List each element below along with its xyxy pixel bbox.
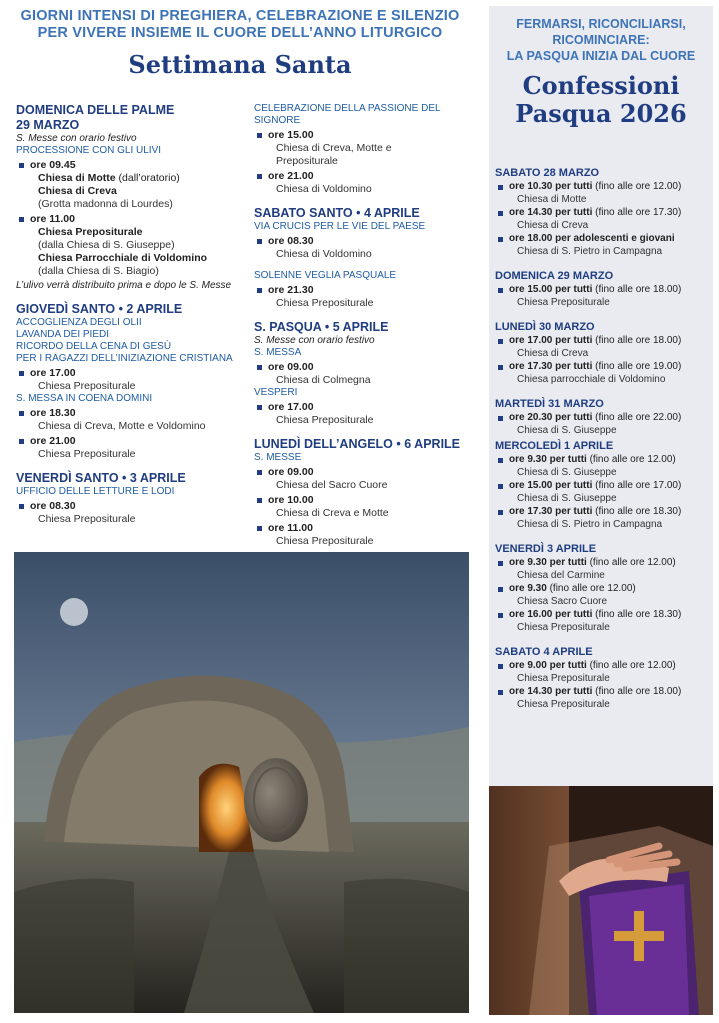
confession-until: (fino alle ore 18.30) bbox=[592, 609, 682, 620]
bullet-icon bbox=[498, 510, 503, 515]
time-item bbox=[254, 466, 474, 479]
bullet-icon bbox=[257, 133, 262, 138]
confession-location: Chiesa di Motte bbox=[517, 193, 587, 205]
bullet-icon bbox=[257, 405, 262, 410]
bullet-icon bbox=[257, 365, 262, 370]
section-label: S. MESSA IN COENA DOMINI bbox=[16, 393, 153, 404]
confession-time: ore 16.00 per tutti bbox=[509, 609, 593, 620]
confessioni-title-2: Pasqua 2026 bbox=[515, 99, 687, 128]
confession-day-heading: MERCOLEDÌ 1 APRILE bbox=[495, 440, 614, 452]
bullet-icon bbox=[257, 526, 262, 531]
confession-time: ore 15.00 per tutti bbox=[509, 284, 593, 295]
location: Chiesa Prepositurale bbox=[38, 448, 136, 460]
confession-image bbox=[489, 786, 713, 1015]
location: Prepositurale bbox=[276, 155, 338, 167]
section-label: CELEBRAZIONE DELLA PASSIONE DEL SIGNORE bbox=[254, 103, 441, 126]
bullet-icon bbox=[498, 339, 503, 344]
confession-day bbox=[495, 397, 709, 437]
day-heading: SABATO SANTO • 4 APRILE bbox=[254, 206, 420, 220]
tagline-3: LA PASQUA INIZIA DAL CUORE bbox=[506, 49, 696, 63]
time-item bbox=[254, 401, 474, 414]
confession-until: (fino alle ore 12.00) bbox=[586, 454, 676, 465]
bullet-icon bbox=[498, 484, 503, 489]
confession-time: ore 9.30 per tutti bbox=[509, 557, 587, 568]
day-heading: S. PASQUA • 5 APRILE bbox=[254, 320, 389, 334]
section-label: SOLENNE VEGLIA PASQUALE bbox=[254, 270, 397, 281]
confession-location: Chiesa di S. Giuseppe bbox=[517, 424, 617, 436]
bullet-icon bbox=[498, 690, 503, 695]
location: Chiesa Prepositurale bbox=[276, 297, 374, 309]
confession-until: (fino alle ore 18.00) bbox=[592, 335, 682, 346]
confession-day-heading: MARTEDÌ 31 MARZO bbox=[495, 398, 604, 410]
section-label: VESPERI bbox=[254, 387, 298, 398]
confessioni-list bbox=[495, 166, 709, 722]
confession-location: Chiesa Prepositurale bbox=[517, 672, 610, 684]
confession-time: ore 10.30 per tutti bbox=[509, 181, 593, 192]
time: ore 17.00 bbox=[268, 401, 314, 413]
location: Chiesa Prepositurale bbox=[38, 226, 143, 238]
time: ore 21.00 bbox=[268, 170, 314, 182]
bullet-icon bbox=[498, 664, 503, 669]
day-heading: DOMENICA DELLE PALME bbox=[16, 103, 175, 117]
day-date: 29 MARZO bbox=[16, 118, 80, 132]
confession-location: Chiesa di S. Pietro in Campagna bbox=[517, 245, 663, 257]
confession-until: (fino alle ore 12.00) bbox=[586, 557, 676, 568]
location: Chiesa di Colmegna bbox=[276, 374, 371, 386]
bullet-icon bbox=[498, 237, 503, 242]
confession-location: Chiesa Sacro Cuore bbox=[517, 595, 608, 607]
confession-day bbox=[495, 542, 709, 634]
location: Chiesa di Voldomino bbox=[276, 248, 372, 260]
time-item bbox=[254, 284, 474, 297]
confession-time-item bbox=[495, 609, 709, 622]
location: Chiesa Prepositurale bbox=[38, 380, 136, 392]
bullet-icon bbox=[19, 504, 24, 509]
time: ore 09.00 bbox=[268, 361, 314, 373]
confession-time: ore 14.30 per tutti bbox=[509, 207, 593, 218]
hand-on-stole-illustration bbox=[489, 786, 713, 1015]
confession-time-item bbox=[495, 583, 709, 596]
time: ore 18.30 bbox=[30, 407, 76, 419]
confession-time: ore 9.00 per tutti bbox=[509, 660, 587, 671]
section-label: PER I RAGAZZI DELL’INIZIAZIONE CRISTIANA bbox=[16, 353, 233, 364]
bullet-icon bbox=[257, 239, 262, 244]
header-line-1: GIORNI INTENSI DI PREGHIERA, CELEBRAZIONE E SILENZIO bbox=[20, 8, 460, 24]
time-item bbox=[16, 159, 246, 172]
location: Chiesa di Creva, Motte e bbox=[276, 142, 392, 154]
giovedi-block bbox=[16, 302, 246, 461]
bullet-icon bbox=[498, 561, 503, 566]
venerdi-continued-block bbox=[254, 103, 474, 196]
time-item bbox=[254, 235, 474, 248]
confessioni-panel bbox=[489, 6, 713, 1015]
confession-day-heading: SABATO 28 MARZO bbox=[495, 167, 600, 179]
location: Chiesa di Creva e Motte bbox=[276, 507, 389, 519]
time-item bbox=[254, 494, 474, 507]
confession-time-item bbox=[495, 454, 709, 467]
bullet-icon bbox=[498, 288, 503, 293]
section-label: LAVANDA DEI PIEDI bbox=[16, 329, 109, 340]
confession-time: ore 14.30 per tutti bbox=[509, 686, 593, 697]
confession-time-item bbox=[495, 335, 709, 348]
header bbox=[10, 8, 470, 79]
day-heading: LUNEDÌ DELL’ANGELO • 6 APRILE bbox=[254, 437, 461, 451]
footnote: L’ulivo verrà distribuito prima e dopo le S. Messe bbox=[16, 280, 232, 291]
confession-time-item bbox=[495, 233, 709, 246]
tomb-image bbox=[14, 552, 469, 1013]
confession-until: (fino alle ore 18.30) bbox=[592, 506, 682, 517]
tagline-1: FERMARSI, RICONCILIARSI, bbox=[516, 17, 686, 31]
time: ore 09.45 bbox=[30, 159, 76, 171]
confession-time-item bbox=[495, 284, 709, 297]
section-label: VIA CRUCIS PER LE VIE DEL PAESE bbox=[254, 221, 426, 232]
confession-until: (fino alle ore 22.00) bbox=[592, 412, 682, 423]
empty-tomb-illustration bbox=[14, 552, 469, 1013]
section-label: S. MESSA bbox=[254, 347, 302, 358]
bullet-icon bbox=[498, 458, 503, 463]
confession-time: ore 20.30 per tutti bbox=[509, 412, 593, 423]
note: S. Messe con orario festivo bbox=[16, 133, 137, 144]
time: ore 09.00 bbox=[268, 466, 314, 478]
confession-until: (fino alle ore 12.00) bbox=[586, 660, 676, 671]
confession-time: ore 17.30 per tutti bbox=[509, 506, 593, 517]
confession-time: ore 9.30 bbox=[509, 583, 547, 594]
location: Chiesa Prepositurale bbox=[38, 513, 136, 525]
location-note: (dalla Chiesa di S. Biagio) bbox=[38, 265, 159, 277]
confession-location: Chiesa di S. Giuseppe bbox=[517, 466, 617, 478]
confession-until: (fino alle ore 12.00) bbox=[546, 583, 636, 594]
time-item bbox=[254, 129, 474, 142]
confession-time-item bbox=[495, 557, 709, 570]
confession-until: (fino alle ore 18.00) bbox=[592, 284, 682, 295]
confession-location: Chiesa Prepositurale bbox=[517, 296, 610, 308]
confession-day bbox=[495, 166, 709, 258]
palme-block bbox=[16, 103, 246, 292]
note: S. Messe con orario festivo bbox=[254, 335, 375, 346]
bullet-icon bbox=[19, 163, 24, 168]
confession-location: Chiesa di Creva bbox=[517, 347, 589, 359]
time-item bbox=[16, 213, 246, 226]
location: Chiesa Prepositurale bbox=[276, 535, 374, 547]
confession-time: ore 17.00 per tutti bbox=[509, 335, 593, 346]
location: Chiesa del Sacro Cuore bbox=[276, 479, 388, 491]
bullet-icon bbox=[19, 371, 24, 376]
section-label: S. MESSE bbox=[254, 452, 302, 463]
confession-day-heading: DOMENICA 29 MARZO bbox=[495, 270, 614, 282]
time: ore 08.30 bbox=[268, 235, 314, 247]
bullet-icon bbox=[498, 185, 503, 190]
day-heading: VENERDÌ SANTO • 3 APRILE bbox=[16, 471, 186, 485]
time: ore 15.00 bbox=[268, 129, 314, 141]
venerdi-block bbox=[16, 471, 246, 526]
bullet-icon bbox=[498, 587, 503, 592]
bullet-icon bbox=[257, 174, 262, 179]
tagline-2: RICOMINCIARE: bbox=[552, 33, 650, 47]
header-line-2: PER VIVERE INSIEME IL CUORE DELL’ANNO LITURGICO bbox=[37, 25, 443, 41]
bullet-icon bbox=[19, 217, 24, 222]
confessioni-title-1: Confessioni bbox=[522, 71, 680, 100]
confession-location: Chiesa di Creva bbox=[517, 219, 589, 231]
bullet-icon bbox=[19, 439, 24, 444]
confession-time-item bbox=[495, 686, 709, 699]
time-item bbox=[16, 435, 246, 448]
section-label: UFFICIO DELLE LETTURE E LODI bbox=[16, 486, 175, 497]
confession-time-item bbox=[495, 361, 709, 374]
confession-time-item bbox=[495, 506, 709, 519]
confession-location: Chiesa Prepositurale bbox=[517, 698, 610, 710]
time: ore 21.00 bbox=[30, 435, 76, 447]
confession-day-heading: SABATO 4 APRILE bbox=[495, 646, 593, 658]
confession-location: Chiesa di S. Pietro in Campagna bbox=[517, 518, 663, 530]
time-item bbox=[16, 367, 246, 380]
confession-day-heading: LUNEDÌ 30 MARZO bbox=[495, 321, 595, 333]
bullet-icon bbox=[257, 498, 262, 503]
confessioni-header bbox=[489, 16, 713, 128]
page-title: Settimana Santa bbox=[128, 50, 352, 79]
confession-time: ore 18.00 per adolescenti e giovani bbox=[509, 233, 675, 244]
time: ore 11.00 bbox=[30, 213, 75, 225]
pasqua-block bbox=[254, 320, 474, 427]
bullet-icon bbox=[498, 365, 503, 370]
confession-until: (fino alle ore 17.00) bbox=[592, 480, 682, 491]
section-label: PROCESSIONE CON GLI ULIVI bbox=[16, 145, 162, 156]
time-item bbox=[254, 522, 474, 535]
time-item bbox=[254, 361, 474, 374]
confession-day bbox=[495, 439, 709, 531]
time: ore 21.30 bbox=[268, 284, 314, 296]
schedule-column-middle bbox=[254, 103, 474, 576]
confession-time-item bbox=[495, 480, 709, 493]
location-note: (Grotta madonna di Lourdes) bbox=[38, 198, 173, 210]
confession-time-item bbox=[495, 660, 709, 673]
confession-until: (fino alle ore 17.30) bbox=[592, 207, 682, 218]
confession-location: Chiesa parrocchiale di Voldomino bbox=[517, 373, 666, 385]
section-label: RICORDO DELLA CENA DI GESÙ bbox=[16, 341, 172, 352]
confession-until: (fino alle ore 12.00) bbox=[592, 181, 682, 192]
confession-day bbox=[495, 269, 709, 309]
time: ore 11.00 bbox=[268, 522, 313, 534]
confession-time: ore 9.30 per tutti bbox=[509, 454, 587, 465]
confession-location: Chiesa del Carmine bbox=[517, 569, 605, 581]
confession-day bbox=[495, 645, 709, 711]
section-label: ACCOGLIENZA DEGLI OLII bbox=[16, 317, 142, 328]
day-heading: GIOVEDÌ SANTO • 2 APRILE bbox=[16, 302, 183, 316]
location: Chiesa di Creva bbox=[38, 185, 117, 197]
bullet-icon bbox=[498, 613, 503, 618]
time: ore 08.30 bbox=[30, 500, 76, 512]
time-item bbox=[16, 500, 246, 513]
confession-location: Chiesa Prepositurale bbox=[517, 621, 610, 633]
bullet-icon bbox=[257, 288, 262, 293]
location: Chiesa di Creva, Motte e Voldomino bbox=[38, 420, 206, 432]
time: ore 17.00 bbox=[30, 367, 76, 379]
confession-until: (fino alle ore 18.00) bbox=[592, 686, 682, 697]
location: Chiesa Parrocchiale di Voldomino bbox=[38, 252, 208, 264]
location-note: (dalla Chiesa di S. Giuseppe) bbox=[38, 239, 175, 251]
confession-day-heading: VENERDÌ 3 APRILE bbox=[495, 543, 597, 555]
bullet-icon bbox=[257, 470, 262, 475]
sabato-block bbox=[254, 206, 474, 310]
confession-location: Chiesa di S. Giuseppe bbox=[517, 492, 617, 504]
location-note: (dall’oratorio) bbox=[118, 172, 180, 184]
confession-time-item bbox=[495, 181, 709, 194]
confession-until: (fino alle ore 19.00) bbox=[592, 361, 682, 372]
confession-time-item bbox=[495, 412, 709, 425]
confession-time: ore 17.30 per tutti bbox=[509, 361, 593, 372]
bullet-icon bbox=[498, 416, 503, 421]
location: Chiesa Prepositurale bbox=[276, 414, 374, 426]
location: Chiesa di Voldomino bbox=[276, 183, 372, 195]
location bbox=[16, 172, 246, 185]
bullet-icon bbox=[498, 211, 503, 216]
time-item bbox=[254, 170, 474, 183]
time-item bbox=[16, 407, 246, 420]
bullet-icon bbox=[19, 411, 24, 416]
location-name: Chiesa di Motte bbox=[38, 172, 116, 184]
schedule-column-left bbox=[16, 103, 246, 526]
time: ore 10.00 bbox=[268, 494, 314, 506]
confession-time-item bbox=[495, 207, 709, 220]
confession-time: ore 15.00 per tutti bbox=[509, 480, 593, 491]
confession-day bbox=[495, 320, 709, 386]
